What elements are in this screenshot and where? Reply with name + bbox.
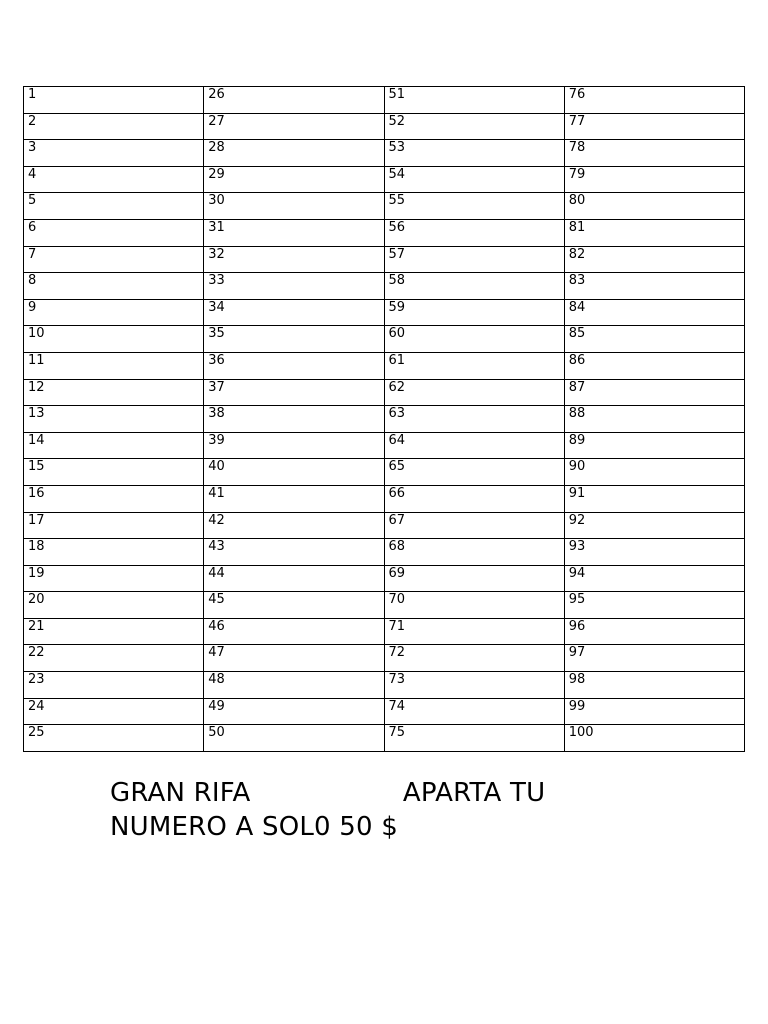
raffle-number-cell: 59 — [384, 299, 564, 326]
raffle-number-cell: 31 — [204, 219, 384, 246]
raffle-number-cell: 98 — [564, 672, 744, 699]
raffle-number-cell: 65 — [384, 459, 564, 486]
raffle-number-cell: 48 — [204, 672, 384, 699]
raffle-number-cell: 24 — [24, 698, 204, 725]
raffle-number-cell: 89 — [564, 432, 744, 459]
raffle-number-cell: 3 — [24, 140, 204, 167]
table-row — [24, 113, 745, 140]
raffle-number-cell: 77 — [564, 113, 744, 140]
raffle-number-cell: 10 — [24, 326, 204, 353]
table-row — [24, 273, 745, 300]
table-row — [24, 166, 745, 193]
raffle-number-cell: 37 — [204, 379, 384, 406]
table-row — [24, 725, 745, 752]
raffle-number-cell: 71 — [384, 618, 564, 645]
raffle-number-cell: 51 — [384, 87, 564, 114]
table-row — [24, 299, 745, 326]
raffle-number-cell: 66 — [384, 485, 564, 512]
raffle-number-cell: 61 — [384, 352, 564, 379]
raffle-number-cell: 11 — [24, 352, 204, 379]
raffle-number-cell: 68 — [384, 539, 564, 566]
table-row — [24, 459, 745, 486]
raffle-number-cell: 4 — [24, 166, 204, 193]
raffle-number-cell: 96 — [564, 618, 744, 645]
raffle-number-cell: 79 — [564, 166, 744, 193]
raffle-number-cell: 91 — [564, 485, 744, 512]
raffle-number-cell: 22 — [24, 645, 204, 672]
table-row — [24, 512, 745, 539]
raffle-number-cell: 35 — [204, 326, 384, 353]
raffle-number-cell: 36 — [204, 352, 384, 379]
raffle-number-cell: 34 — [204, 299, 384, 326]
raffle-number-cell: 82 — [564, 246, 744, 273]
raffle-number-cell: 16 — [24, 485, 204, 512]
table-row — [24, 140, 745, 167]
table-row — [24, 698, 745, 725]
table-row — [24, 565, 745, 592]
raffle-number-cell: 13 — [24, 406, 204, 433]
raffle-number-cell: 56 — [384, 219, 564, 246]
raffle-number-cell: 52 — [384, 113, 564, 140]
raffle-number-table — [23, 86, 745, 752]
raffle-number-cell: 21 — [24, 618, 204, 645]
raffle-number-cell: 86 — [564, 352, 744, 379]
raffle-number-cell: 99 — [564, 698, 744, 725]
raffle-number-cell: 92 — [564, 512, 744, 539]
announcement-line-2: NUMERO A SOL0 50 $ — [110, 812, 398, 842]
raffle-number-cell: 57 — [384, 246, 564, 273]
raffle-number-cell: 20 — [24, 592, 204, 619]
raffle-number-cell: 93 — [564, 539, 744, 566]
raffle-number-cell: 8 — [24, 273, 204, 300]
raffle-number-cell: 2 — [24, 113, 204, 140]
announcement-line-1: GRAN RIFA APARTA TU — [110, 778, 546, 808]
table-row — [24, 193, 745, 220]
raffle-number-cell: 97 — [564, 645, 744, 672]
raffle-number-cell: 88 — [564, 406, 744, 433]
table-row — [24, 539, 745, 566]
raffle-number-cell: 5 — [24, 193, 204, 220]
raffle-number-cell: 17 — [24, 512, 204, 539]
raffle-number-cell: 15 — [24, 459, 204, 486]
table-row — [24, 406, 745, 433]
raffle-number-cell: 30 — [204, 193, 384, 220]
raffle-number-cell: 55 — [384, 193, 564, 220]
raffle-number-cell: 69 — [384, 565, 564, 592]
raffle-number-cell: 7 — [24, 246, 204, 273]
raffle-number-cell: 74 — [384, 698, 564, 725]
raffle-number-cell: 94 — [564, 565, 744, 592]
raffle-number-cell: 63 — [384, 406, 564, 433]
table-row — [24, 326, 745, 353]
raffle-number-cell: 39 — [204, 432, 384, 459]
raffle-number-cell: 14 — [24, 432, 204, 459]
raffle-number-cell: 33 — [204, 273, 384, 300]
raffle-table-body — [24, 87, 745, 752]
raffle-number-cell: 95 — [564, 592, 744, 619]
raffle-number-cell: 9 — [24, 299, 204, 326]
raffle-number-cell: 90 — [564, 459, 744, 486]
raffle-number-cell: 1 — [24, 87, 204, 114]
raffle-number-cell: 73 — [384, 672, 564, 699]
raffle-number-cell: 6 — [24, 219, 204, 246]
raffle-number-cell: 87 — [564, 379, 744, 406]
table-row — [24, 672, 745, 699]
raffle-number-cell: 50 — [204, 725, 384, 752]
raffle-number-cell: 45 — [204, 592, 384, 619]
table-row — [24, 87, 745, 114]
table-row — [24, 485, 745, 512]
raffle-number-cell: 83 — [564, 273, 744, 300]
raffle-announcement — [110, 776, 545, 844]
raffle-number-cell: 100 — [564, 725, 744, 752]
table-row — [24, 645, 745, 672]
raffle-number-cell: 19 — [24, 565, 204, 592]
raffle-number-cell: 78 — [564, 140, 744, 167]
raffle-number-cell: 41 — [204, 485, 384, 512]
raffle-number-cell: 70 — [384, 592, 564, 619]
raffle-number-cell: 28 — [204, 140, 384, 167]
table-row — [24, 432, 745, 459]
table-row — [24, 246, 745, 273]
table-row — [24, 618, 745, 645]
raffle-number-cell: 43 — [204, 539, 384, 566]
raffle-number-cell: 18 — [24, 539, 204, 566]
raffle-number-cell: 64 — [384, 432, 564, 459]
raffle-number-cell: 80 — [564, 193, 744, 220]
raffle-number-cell: 81 — [564, 219, 744, 246]
raffle-number-cell: 85 — [564, 326, 744, 353]
raffle-number-cell: 42 — [204, 512, 384, 539]
raffle-number-cell: 76 — [564, 87, 744, 114]
raffle-number-cell: 53 — [384, 140, 564, 167]
raffle-number-cell: 12 — [24, 379, 204, 406]
raffle-number-cell: 25 — [24, 725, 204, 752]
raffle-number-cell: 75 — [384, 725, 564, 752]
table-row — [24, 592, 745, 619]
raffle-number-cell: 40 — [204, 459, 384, 486]
raffle-number-cell: 29 — [204, 166, 384, 193]
raffle-number-cell: 47 — [204, 645, 384, 672]
raffle-number-cell: 23 — [24, 672, 204, 699]
raffle-number-cell: 49 — [204, 698, 384, 725]
table-row — [24, 219, 745, 246]
raffle-number-cell: 27 — [204, 113, 384, 140]
table-row — [24, 352, 745, 379]
raffle-number-cell: 58 — [384, 273, 564, 300]
raffle-number-cell: 38 — [204, 406, 384, 433]
raffle-number-cell: 54 — [384, 166, 564, 193]
raffle-number-cell: 32 — [204, 246, 384, 273]
raffle-number-cell: 62 — [384, 379, 564, 406]
raffle-number-cell: 67 — [384, 512, 564, 539]
raffle-number-cell: 46 — [204, 618, 384, 645]
raffle-number-cell: 72 — [384, 645, 564, 672]
raffle-number-cell: 44 — [204, 565, 384, 592]
raffle-number-cell: 26 — [204, 87, 384, 114]
raffle-number-cell: 84 — [564, 299, 744, 326]
raffle-number-cell: 60 — [384, 326, 564, 353]
table-row — [24, 379, 745, 406]
